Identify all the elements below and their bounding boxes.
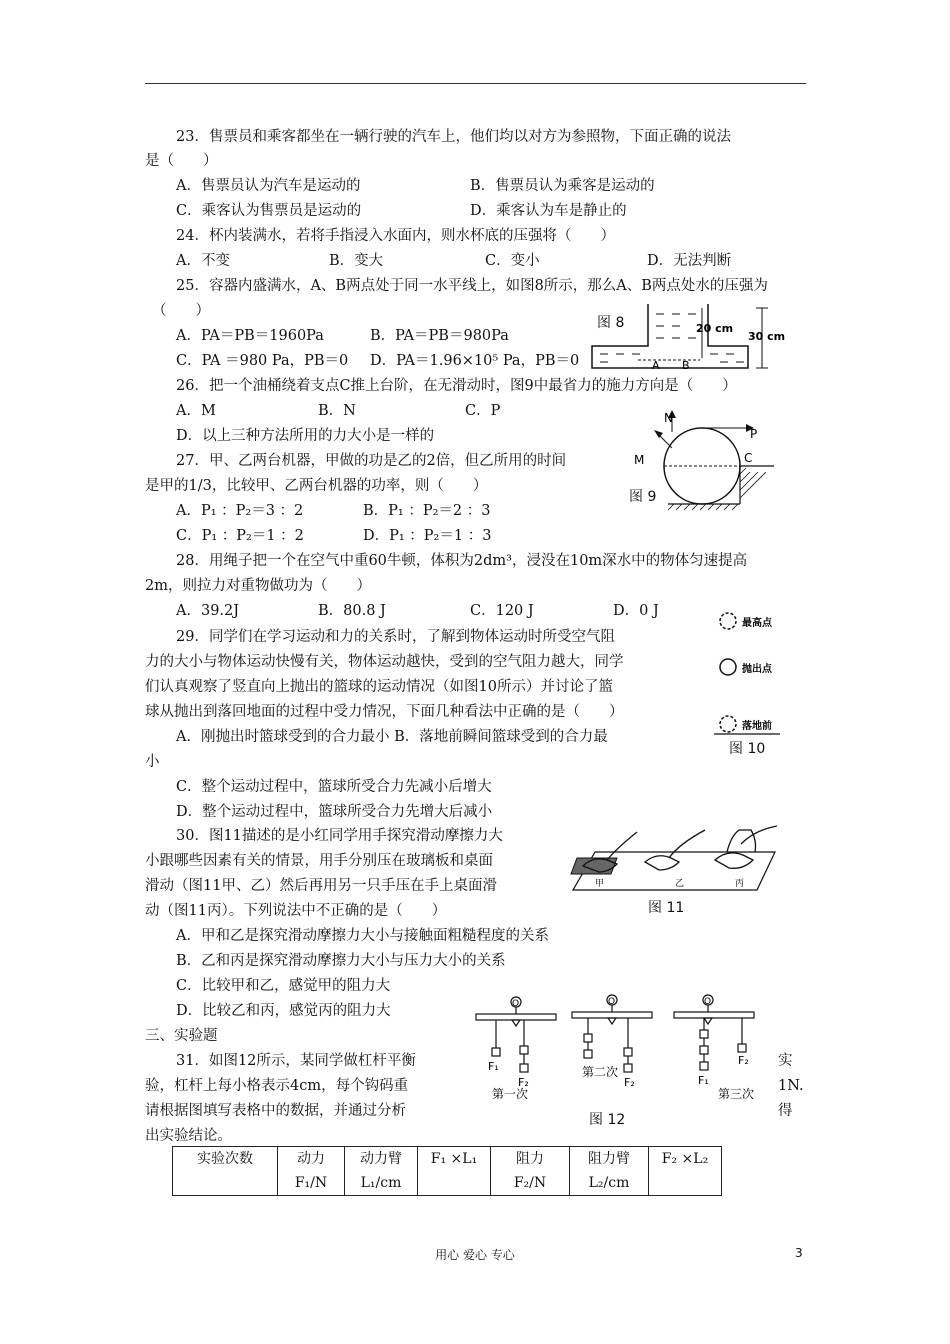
q30-option-c: C．比较甲和乙，感觉甲的阻力大: [176, 978, 391, 994]
q30-option-a: A．甲和乙是探究滑动摩擦力大小与接触面粗糙程度的关系: [176, 928, 549, 944]
q24-option-d: D．无法判断: [647, 253, 732, 269]
q23-stem: 23．售票员和乘客都坐在一辆行驶的汽车上，他们均以对方为参照物，下面正确的说法: [176, 129, 731, 145]
q30-stem-4: 动（图11丙）。下列说法中不正确的是（ ）: [145, 903, 447, 919]
fig12-f1-label-1: F₁: [488, 1060, 499, 1073]
fig12-pivot-2: O: [608, 997, 616, 1007]
q29-stem-4: 球从抛出到落回地面的过程中受力情况，下面几种看法中正确的是（ ）: [145, 704, 624, 720]
header-load-arm: 阻力臂 L₂/cm: [570, 1147, 649, 1196]
fig12-f2-label-1: F₂: [518, 1076, 529, 1089]
q31-stem-3: 请根据图填写表格中的数据，并通过分析: [145, 1103, 406, 1119]
q29-option-c: C．整个运动过程中，篮球所受合力先减小后增大: [176, 779, 492, 795]
q27-option-d: D．P₁ ：P₂＝1 ：3: [363, 528, 492, 544]
fig8-depth-label: 20 cm: [696, 322, 734, 335]
fig9-label-p: P: [750, 427, 758, 441]
fig12-trial-2: 第二次: [582, 1065, 619, 1079]
q24-stem: 24．杯内装满水，若将手指浸入水面内，则水杯底的压强将（ ）: [176, 228, 615, 244]
header-f2-l2: F₂ ×L₂: [649, 1147, 722, 1196]
q29-stem-3: 们认真观察了竖直向上抛出的篮球的运动情况（如图10所示）并讨论了篮: [145, 679, 613, 695]
q30-option-b: B．乙和丙是探究滑动摩擦力大小与压力大小的关系: [176, 953, 506, 969]
figure-12-lever-diagram: [470, 994, 775, 1106]
q31-stem-4: 出实验结论。: [145, 1128, 232, 1144]
header-effort-arm: 动力臂 L₁/cm: [345, 1147, 418, 1196]
q23-stem-cont: 是（ ）: [145, 153, 218, 169]
q26-option-a: A．M: [176, 403, 216, 419]
q31-stem-2: 验，杠杆上每小格表示4cm，每个钩码重: [145, 1078, 409, 1094]
figure-11-hands-diagram: [565, 822, 785, 896]
fig12-f2-label-3: F₂: [738, 1054, 749, 1067]
q27-stem: 27．甲、乙两台机器，甲做的功是乙的2倍，但乙所用的时间: [176, 453, 567, 469]
q31-stem-right-2: 1N.: [778, 1078, 804, 1094]
q24-option-c: C．变小: [485, 253, 540, 269]
q23-option-c: C．乘客认为售票员是运动的: [176, 203, 362, 219]
q29-options-ab-cont: 小: [145, 754, 160, 770]
q23-option-b: B．售票员认为乘客是运动的: [470, 178, 655, 194]
fig8-height-label: 30 cm: [748, 330, 786, 343]
q29-stem: 29．同学们在学习运动和力的关系时，了解到物体运动时所受空气阻: [176, 629, 615, 645]
fig8-point-a: A: [652, 359, 660, 372]
q28-stem: 28．用绳子把一个在空气中重60牛顿，体积为2dm³，浸没在10m深水中的物体匀速提高: [176, 553, 748, 569]
header-trial-count: 实验次数: [173, 1147, 278, 1196]
q25-stem-cont: （ ）: [152, 303, 210, 319]
fig9-label-n: N: [664, 411, 673, 425]
q30-stem-2: 小跟哪些因素有关的情景，用手分别压在玻璃板和桌面: [145, 853, 493, 869]
fig10-label-top: 最高点: [742, 618, 772, 629]
header-load: 阻力 F₂/N: [491, 1147, 570, 1196]
fig12-pivot-1: O: [512, 999, 520, 1009]
q23-option-a: A．售票员认为汽车是运动的: [176, 178, 361, 194]
header-f1-l1: F₁ ×L₁: [418, 1147, 491, 1196]
q27-option-a: A．P₁ ：P₂＝3 ：2: [176, 503, 304, 519]
q31-stem-right-3: 得: [778, 1103, 793, 1119]
q25-option-c: C．PA ＝980 Pa，PB＝0: [176, 353, 349, 369]
q28-option-d: D．0 J: [613, 603, 659, 619]
q24-option-b: B．变大: [329, 253, 384, 269]
q26-option-c: C．P: [465, 403, 501, 419]
figure-12-caption: 图 12: [589, 1112, 626, 1128]
q25-option-d: D．PA＝1.96×10⁵ Pa，PB＝0: [370, 353, 580, 369]
q27-stem-cont: 是甲的1/3，比较甲、乙两台机器的功率，则（ ）: [145, 478, 488, 494]
fig11-label-jia: 甲: [595, 879, 605, 889]
q27-option-b: B．P₁ ：P₂＝2 ：3: [363, 503, 491, 519]
q27-option-c: C．P₁ ：P₂＝1 ：2: [176, 528, 304, 544]
q29-option-d: D．整个运动过程中，篮球所受合力先增大后减小: [176, 804, 493, 820]
header-effort: 动力 F₁/N: [278, 1147, 345, 1196]
q28-stem-cont: 2m，则拉力对重物做功为（ ）: [145, 578, 371, 594]
page-footer: 用心 爱心 专心: [435, 1248, 515, 1262]
q30-option-d: D．比较乙和丙，感觉丙的阻力大: [176, 1003, 391, 1019]
fig12-trial-1: 第一次: [492, 1087, 529, 1101]
fig12-f2-label-2: F₂: [624, 1076, 635, 1089]
q26-stem: 26．把一个油桶绕着支点C推上台阶，在无滑动时，图9中最省力的施力方向是（ ）: [176, 378, 737, 394]
q26-option-b: B．N: [318, 403, 356, 419]
fig12-pivot-3: O: [704, 997, 712, 1007]
table-header-row: [173, 1147, 722, 1196]
fig10-label-mid: 抛出点: [742, 664, 772, 675]
figure-8-caption: 图 8: [597, 315, 625, 331]
section-3-heading: 三、实验题: [145, 1028, 218, 1044]
fig9-label-m: M: [634, 453, 645, 467]
q31-stem: 31．如图12所示，某同学做杠杆平衡: [176, 1053, 416, 1069]
header-rule: [145, 83, 806, 84]
q28-option-c: C．120 J: [470, 603, 534, 619]
q25-stem: 25．容器内盛满水，A、B两点处于同一水平线上，如图8所示，那么A、B两点处水的压强为: [176, 278, 768, 294]
experiment-table: [172, 1146, 722, 1196]
q31-stem-right-1: 实: [778, 1053, 793, 1069]
q24-option-a: A．不变: [176, 253, 230, 269]
q25-option-b: B．PA＝PB＝980Pa: [370, 328, 509, 344]
page-number: 3: [795, 1246, 803, 1260]
figure-9-caption: 图 9: [629, 489, 657, 505]
fig12-trial-3: 第三次: [718, 1087, 755, 1101]
fig10-label-bottom: 落地前: [742, 721, 772, 732]
fig12-f1-label-3: F₁: [698, 1074, 709, 1087]
q28-option-b: B．80.8 J: [318, 603, 386, 619]
q30-stem: 30．图11描述的是小红同学用手探究滑动摩擦力大: [176, 828, 503, 844]
fig8-point-b: B: [682, 359, 690, 372]
figure-11-caption: 图 11: [648, 900, 685, 916]
figure-10-basketball-diagram: [710, 608, 810, 738]
q30-stem-3: 滑动（图11甲、乙）然后再用另一只手压在手上桌面滑: [145, 878, 497, 894]
q23-option-d: D．乘客认为车是静止的: [470, 203, 627, 219]
q29-stem-2: 力的大小与物体运动快慢有关，物体运动越快，受到的空气阻力越大，同学: [145, 654, 624, 670]
fig11-label-yi: 乙: [675, 879, 685, 889]
fig9-label-c: C: [744, 451, 753, 465]
q28-option-a: A．39.2J: [176, 603, 240, 619]
figure-8-container-diagram: [590, 300, 790, 372]
fig11-label-bing: 丙: [735, 879, 745, 889]
figure-10-caption: 图 10: [729, 741, 766, 757]
q26-option-d: D．以上三种方法所用的力大小是一样的: [176, 428, 435, 444]
q29-options-ab: A．刚抛出时篮球受到的合力最小 B．落地前瞬间篮球受到的合力最: [176, 729, 608, 745]
q25-option-a: A．PA＝PB＝1960Pa: [176, 328, 324, 344]
